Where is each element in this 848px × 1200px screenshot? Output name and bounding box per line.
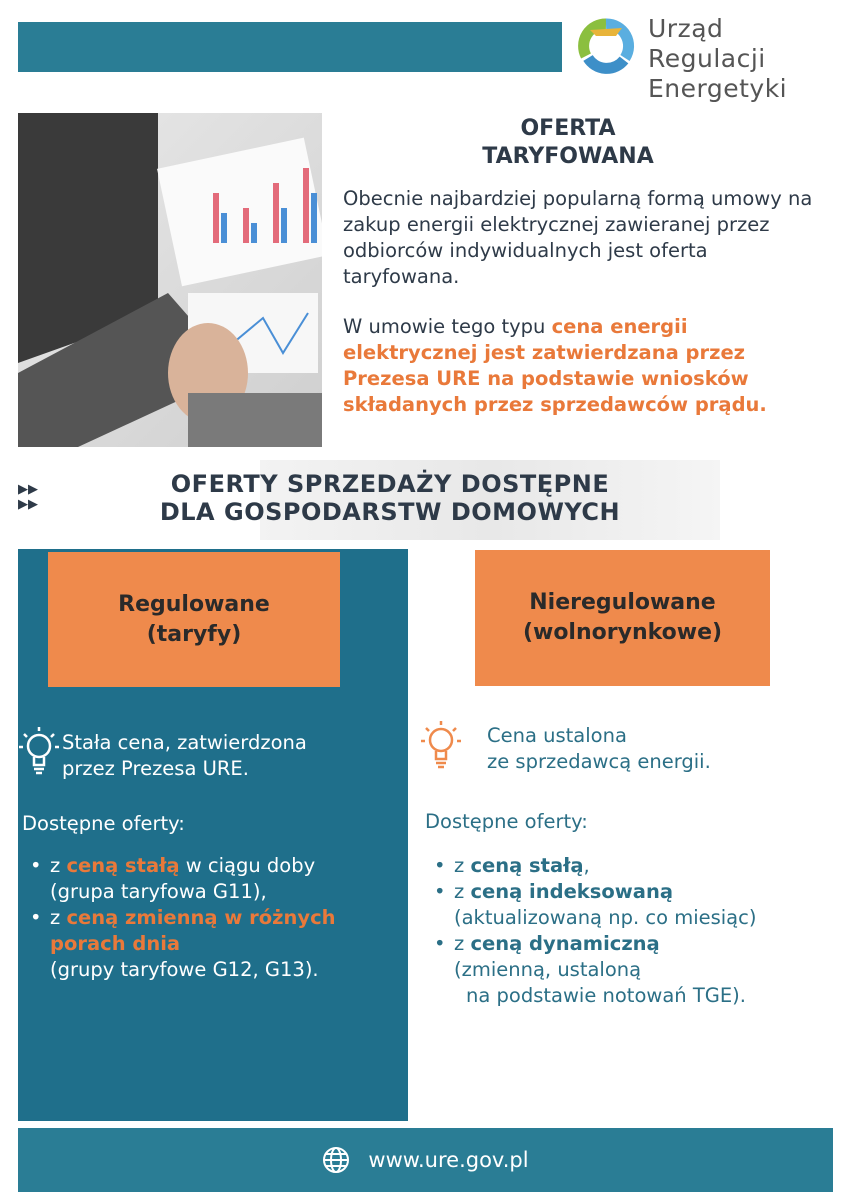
double-arrow-icon: ▶▶ ▶▶ — [18, 482, 38, 512]
laptop-chart-photo — [18, 113, 322, 447]
website-link[interactable]: www.ure.gov.pl — [368, 1148, 529, 1172]
list-item: • z ceną dynamiczną (zmienną, ustaloną na podstawie notowań TGE). — [430, 931, 840, 1009]
unregulated-offers-list — [430, 853, 840, 1009]
list-item: • z ceną zmienną w różnych porach dnia (grupy taryfowe G12, G13). — [26, 905, 406, 983]
header-bar — [18, 22, 562, 72]
regulated-available-label: Dostępne oferty: — [22, 812, 185, 835]
list-item: • z ceną stałą, — [430, 853, 840, 879]
intro-title: OFERTA TARYFOWANA — [482, 116, 654, 169]
regulated-description: Stała cena, zatwierdzona przez Prezesa URE. — [62, 731, 307, 780]
list-item: • z ceną indeksowaną (aktualizowaną np. co miesiąc) — [430, 879, 840, 931]
unregulated-title: Nieregulowane (wolnorynkowe) — [475, 550, 770, 686]
logo-text: Urząd Regulacji Energetyki — [648, 14, 788, 103]
globe-icon — [322, 1146, 350, 1174]
intro-paragraph-highlight: W umowie tego typu cena energii elektrycznej jest zatwierdzana przez Prezesa URE na podstawie wniosków składanych przez sprzedawców prądu. — [343, 315, 767, 416]
unregulated-description: Cena ustalona ze sprzedawcą energii. — [487, 724, 711, 773]
lightbulb-icon — [418, 718, 464, 774]
footer-bar — [18, 1128, 833, 1192]
regulated-title: Regulowane (taryfy) — [48, 552, 340, 687]
section-heading: OFERTY SPRZEDAŻY DOSTĘPNE DLA GOSPODARSTW DOMOWYCH — [159, 470, 621, 526]
ure-logo-icon — [576, 18, 636, 74]
unregulated-available-label: Dostępne oferty: — [425, 810, 588, 833]
regulated-offers-list — [26, 853, 406, 983]
lightbulb-icon — [16, 724, 62, 780]
intro-paragraph: Obecnie najbardziej popularną formą umowy na zakup energii elektrycznej zawieranej przez odbiorców indywidualnych jest oferta taryfowana. — [343, 187, 813, 288]
list-item: • z ceną stałą w ciągu doby (grupa taryfowa G11), — [26, 853, 406, 905]
